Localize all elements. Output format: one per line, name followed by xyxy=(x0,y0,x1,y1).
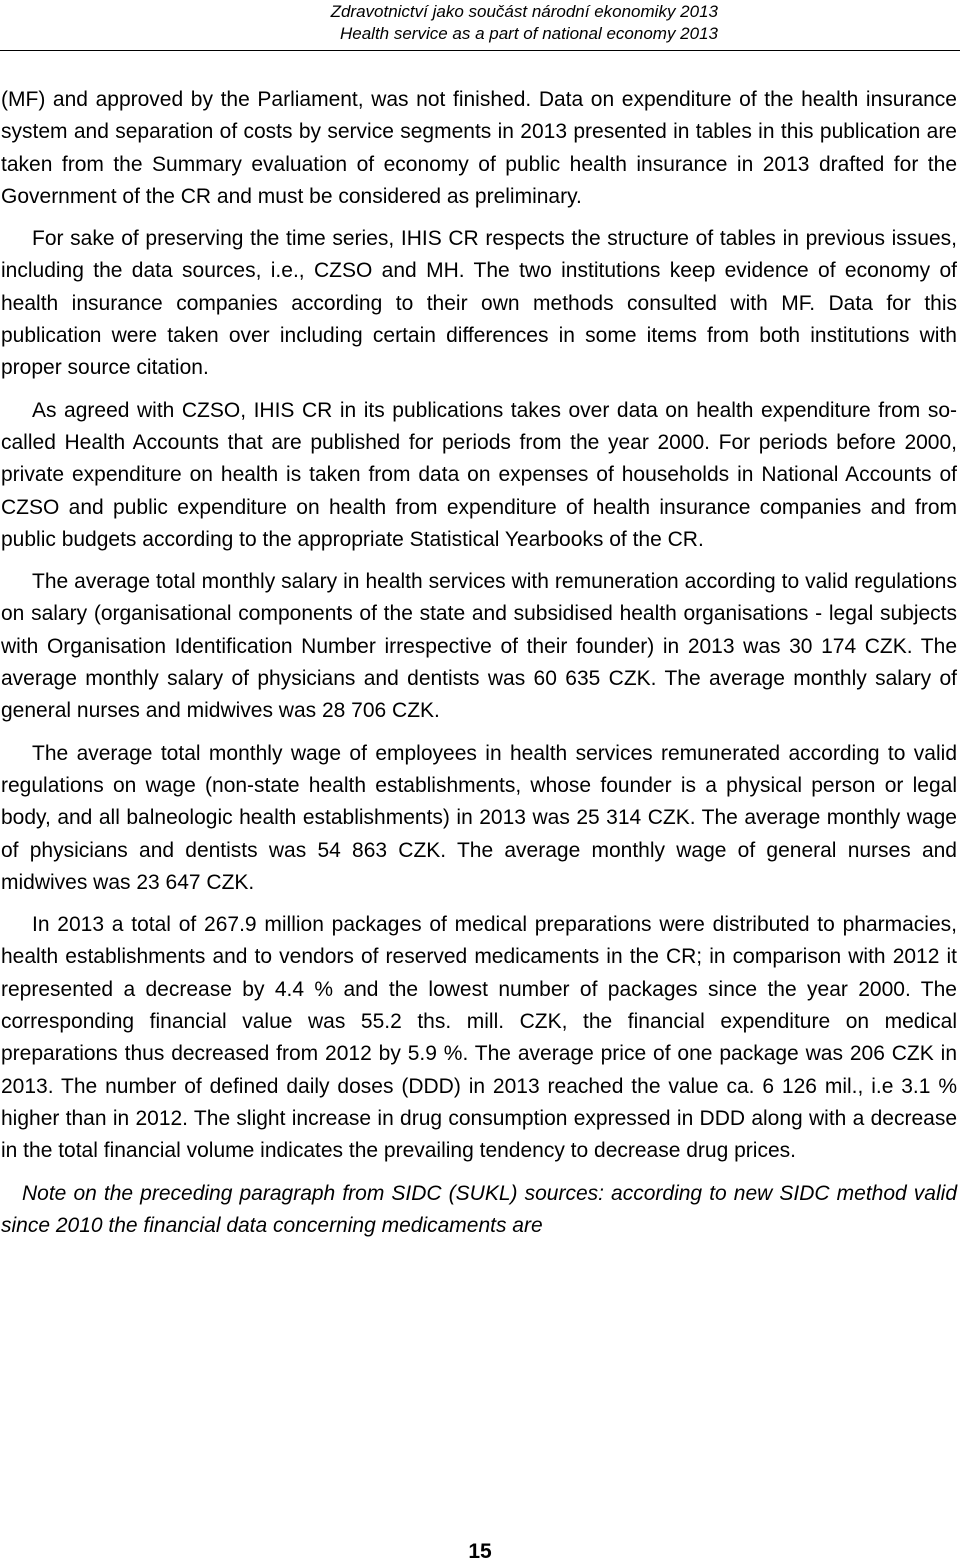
page-number: 15 xyxy=(468,1540,492,1563)
paragraph-note-sidc: Note on the preceding paragraph from SIDC (SUKL) sources: according to new SIDC method valid since 2010 the financial data concerning medicaments are xyxy=(1,1181,957,1237)
header-title-english: Health service as a part of national economy 2013 xyxy=(339,24,718,43)
running-header xyxy=(331,0,718,45)
body-text xyxy=(1,84,957,1252)
paragraph-time-series: For sake of preserving the time series, IHIS CR respects the structure of tables in previous issues, including the data sources, i.e., CZSO and MH. The two institutions keep evidence of economy of health insurance companies according to their own methods consulted with MF. Data for this publication were taken over including certain differences in some items from both institutions with proper source citation. xyxy=(1,227,957,380)
header-rule xyxy=(0,50,960,51)
paragraph-continuation: (MF) and approved by the Parliament, was not finished. Data on expenditure of the health insurance system and separation of costs by service segments in 2013 presented in tables in this publication are taken from the Summary evaluation of economy of public health insurance in 2013 drafted for the Government of the CR and must be considered as preliminary. xyxy=(1,88,957,208)
header-title-czech: Zdravotnictví jako součást národní ekonomiky 2013 xyxy=(330,2,718,21)
paragraph-health-accounts: As agreed with CZSO, IHIS CR in its publications takes over data on health expenditure from so-called Health Accounts that are published for periods from the year 2000. For periods before 2000, private expenditure on health is taken from data on expenses of households in National Accounts of CZSO and public expenditure on health from expenditure of health insurance companies and from public budgets according to the appropriate Statistical Yearbooks of the CR. xyxy=(1,398,957,551)
paragraph-salary: The average total monthly salary in health services with remuneration according to valid regulations on salary (organisational components of the state and subsidised health organisations - legal subjects with Organisation Identification Number irrespective of their founder) in 2013 was 30 174 CZK. The average monthly salary of physicians and dentists was 60 635 CZK. The average monthly salary of general nurses and midwives was 28 706 CZK. xyxy=(1,570,957,723)
paragraph-medical-preparations: In 2013 a total of 267.9 million packages of medical preparations were distributed to pharmacies, health establishments and to vendors of reserved medicaments in the CR; in comparison with 2012 it represented a decrease by 4.4 % and the lowest number of packages since the year 2000. The corresponding financial value was 55.2 ths. mill. CZK, the financial expenditure on medical preparations thus decreased from 2012 by 5.9 %. The average price of one package was 206 CZK in 2013. The number of defined daily doses (DDD) in 2013 reached the value ca. 6 126 mil., i.e 3.1 % higher than in 2012. The slight increase in drug consumption expressed in DDD along with a decrease in the total financial volume indicates the prevailing tendency to decrease drug prices. xyxy=(1,913,957,1163)
paragraph-wage: The average total monthly wage of employees in health services remunerated according to valid regulations on wage (non-state health establishments, whose founder is a physical person or legal body, and all balneologic health establishments) in 2013 was 25 314 CZK. The average monthly wage of physicians and dentists was 54 863 CZK. The average monthly wage of general nurses and midwives was 23 647 CZK. xyxy=(1,741,957,894)
